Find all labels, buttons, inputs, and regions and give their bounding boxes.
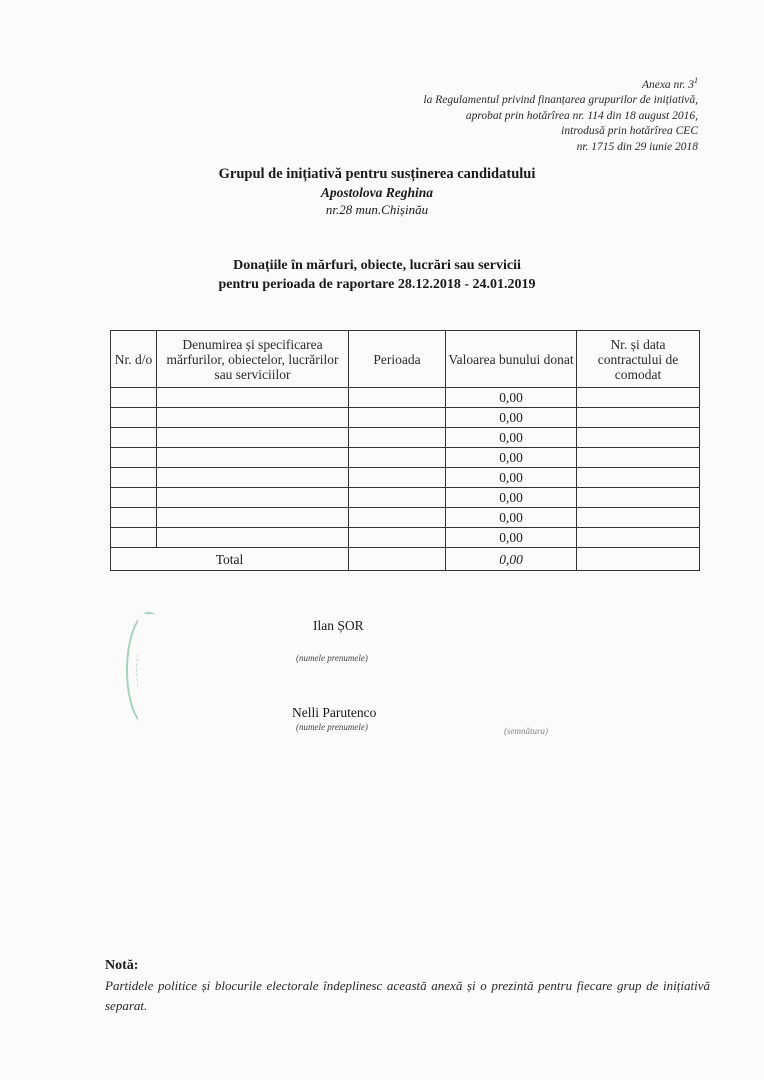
annex-line-3: aprobat prin hotărîrea nr. 114 din 18 august 2016, bbox=[465, 109, 698, 122]
header-perioada: Perioada bbox=[349, 331, 446, 388]
district: nr.28 mun.Chișinău bbox=[325, 202, 429, 217]
header-valoarea: Valoarea bunului donat bbox=[446, 331, 577, 388]
table-row bbox=[111, 468, 700, 488]
signatory-1-name: Ilan ȘOR bbox=[313, 618, 364, 633]
header-denumire: Denumirea și specificarea mărfurilor, obiectelor, lucrărilor sau serviciilor bbox=[157, 331, 349, 388]
annex-line-2: la Regulamentul privind finanțarea grupurilor de inițiativă, bbox=[423, 94, 698, 107]
candidate-name: Apostolova Reghina bbox=[320, 185, 434, 200]
total-label: Total bbox=[111, 548, 349, 571]
signature-caption: (semnătura) bbox=[504, 726, 548, 736]
annex-line-5: nr. 1715 din 29 iunie 2018 bbox=[576, 140, 698, 153]
title-line-2: pentru perioada de raportare 28.12.2018 - 24.01.2019 bbox=[218, 277, 536, 292]
annex-line-4: introdusă prin hotărîrea CEC bbox=[561, 125, 698, 138]
row-value: 0,00 bbox=[446, 488, 577, 508]
row-value: 0,00 bbox=[446, 428, 577, 448]
annex-title: Anexa nr. 3 bbox=[641, 78, 694, 91]
header-contract: Nr. și data contractului de comodat bbox=[577, 331, 700, 388]
donations-table bbox=[110, 330, 700, 571]
row-value: 0,00 bbox=[446, 388, 577, 408]
table-row bbox=[111, 388, 700, 408]
row-value: 0,00 bbox=[446, 468, 577, 488]
table-row bbox=[111, 528, 700, 548]
total-row bbox=[111, 548, 700, 571]
annex-reference bbox=[298, 73, 698, 155]
signatory-1-caption: (numele prenumele) bbox=[296, 653, 368, 663]
table-row bbox=[111, 488, 700, 508]
signatory-2-name: Nelli Parutenco bbox=[292, 705, 377, 720]
table-row bbox=[111, 428, 700, 448]
note-text: Partidele politice și blocurile electorale îndeplinesc această anexă și o prezintă pentru fiecare grup de inițiativă separat. bbox=[105, 978, 710, 1013]
row-value: 0,00 bbox=[446, 448, 577, 468]
total-value: 0,00 bbox=[446, 548, 577, 571]
table-row bbox=[111, 408, 700, 428]
signatory-2-caption: (numele prenumele) bbox=[296, 722, 368, 732]
title-line-1: Donațiile în mărfuri, obiecte, lucrări sau servicii bbox=[233, 258, 521, 273]
header-nr: Nr. d/o bbox=[111, 331, 157, 388]
group-line: Grupul de inițiativă pentru susținerea candidatului bbox=[218, 166, 536, 182]
redaction-mask bbox=[138, 614, 268, 738]
table-row bbox=[111, 508, 700, 528]
table-row bbox=[111, 448, 700, 468]
row-value: 0,00 bbox=[446, 528, 577, 548]
note-title: Notă: bbox=[105, 958, 139, 973]
annex-title-sup: 1 bbox=[694, 76, 698, 85]
document-title bbox=[0, 256, 764, 294]
table-header-row bbox=[111, 331, 700, 388]
row-value: 0,00 bbox=[446, 508, 577, 528]
group-header bbox=[0, 165, 764, 218]
row-value: 0,00 bbox=[446, 408, 577, 428]
